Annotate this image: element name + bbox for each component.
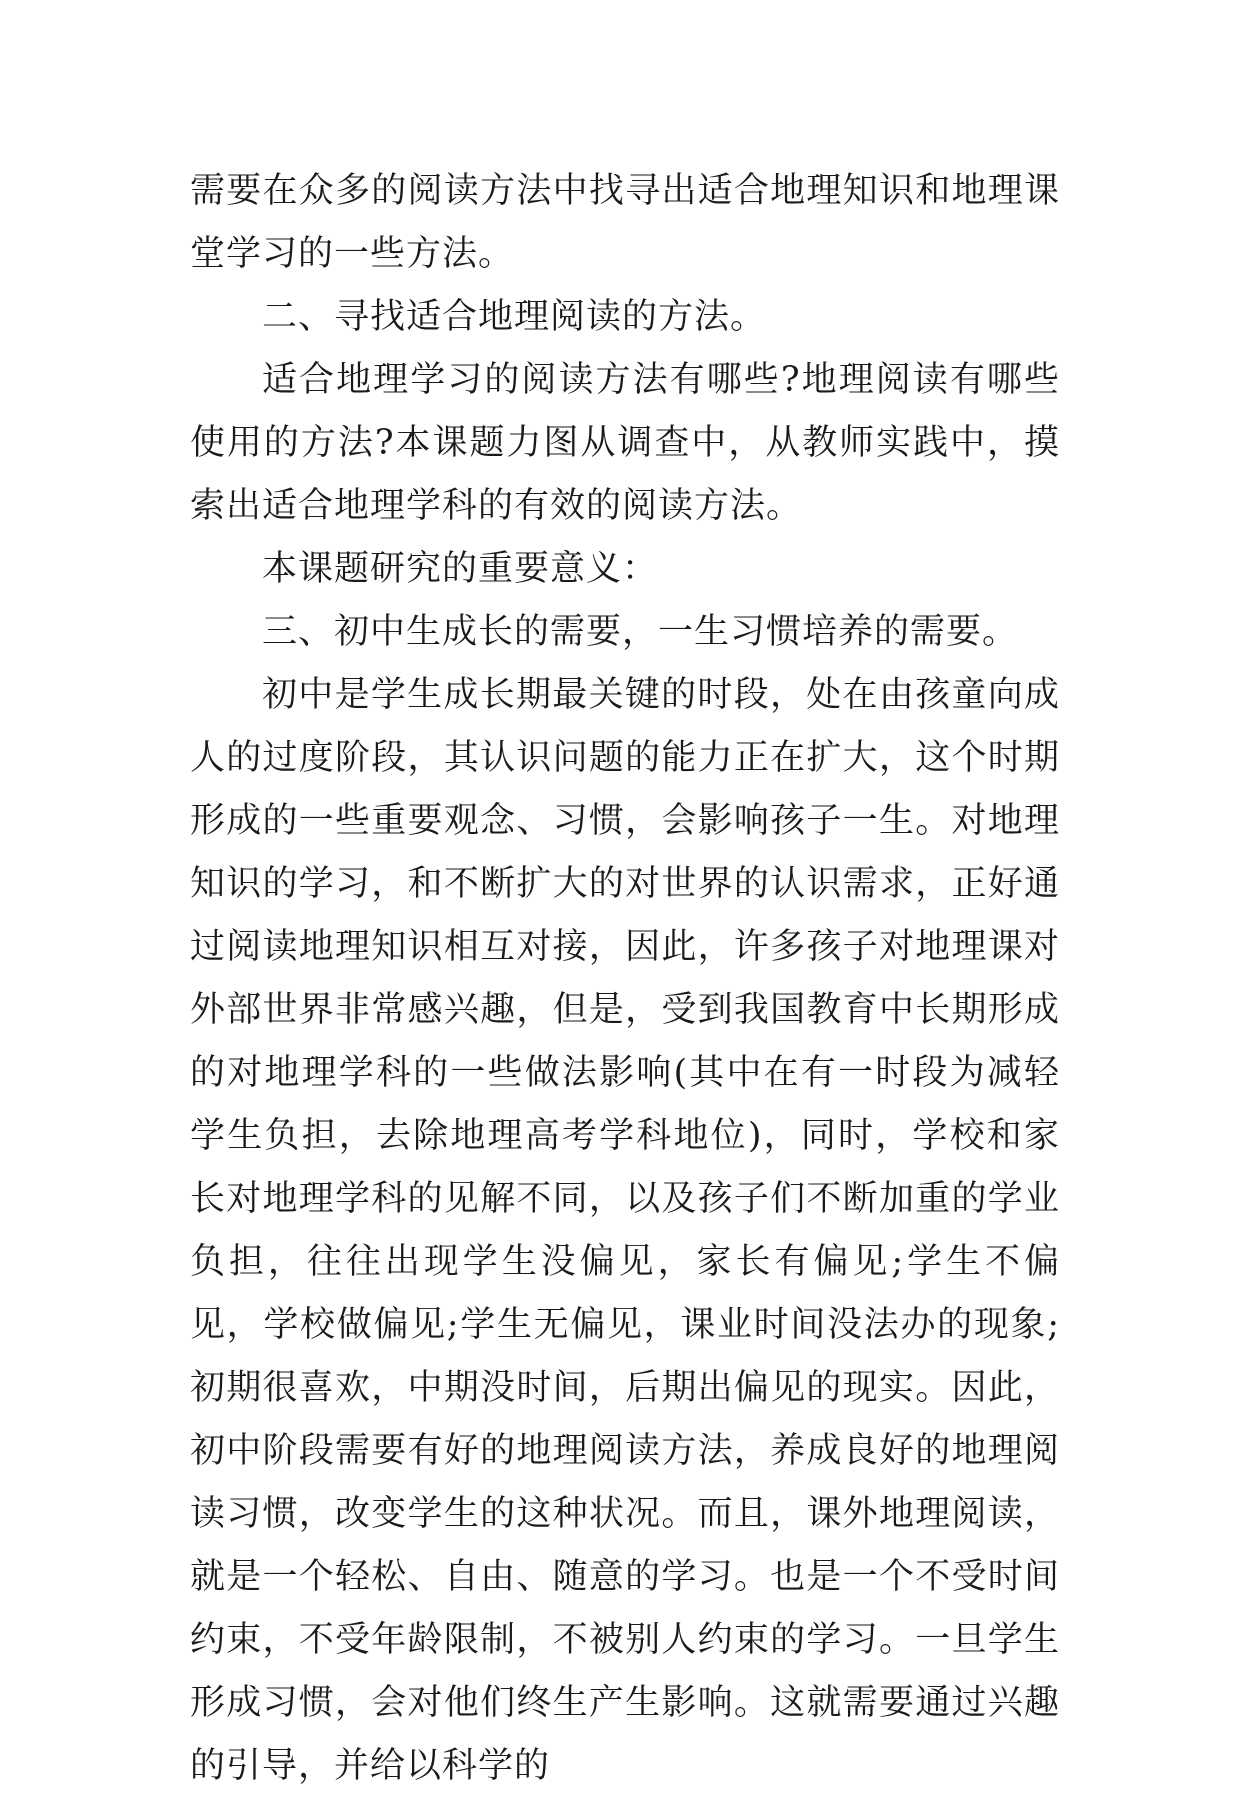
paragraph-junior-high-growth: 初中是学生成长期最关键的时段，处在由孩童向成人的过度阶段，其认识问题的能力正在扩大，这个时期形成的一些重要观念、习惯，会影响孩子一生。对地理知识的学习，和不断扩大的对世界的认识需求，正好通过阅读地理知识相互对接，因此，许多孩子对地理课对外部世界非常感兴趣，但是，受到我国教育中长期形成的对地理学科的一些做法影响(其中在有一时段为减轻学生负担，去除地理高考学科地位)，同时，学校和家长对地理学科的见解不同，以及孩子们不断加重的学业负担，往往出现学生没偏见，家长有偏见;学生不偏见，学校做偏见;学生无偏见，课业时间没法办的现象;初期很喜欢，中期没时间，后期出偏见的现实。因此，初中阶段需要有好的地理阅读方法，养成良好的地理阅读习惯，改变学生的这种状况。而且，课外地理阅读，就是一个轻松、自由、随意的学习。也是一个不受时间约束，不受年龄限制，不被别人约束的学习。一旦学生形成习惯，会对他们终生产生影响。这就需要通过兴趣的引导，并给以科学的 xyxy=(190,675,1060,1786)
section-heading-2: 二、寻找适合地理阅读的方法。 xyxy=(262,297,767,337)
paragraph-significance-intro: 本课题研究的重要意义： xyxy=(262,549,659,589)
paragraph-continuation: 需要在众多的阅读方法中找寻出适合地理知识和地理课堂学习的一些方法。 xyxy=(190,171,1060,274)
paragraph-reading-methods: 适合地理学习的阅读方法有哪些?地理阅读有哪些使用的方法?本课题力图从调查中，从教师实践中，摸索出适合地理学科的有效的阅读方法。 xyxy=(190,360,1060,526)
section-heading-3: 三、初中生成长的需要，一生习惯培养的需要。 xyxy=(262,612,1019,652)
document-body xyxy=(190,160,1060,1798)
